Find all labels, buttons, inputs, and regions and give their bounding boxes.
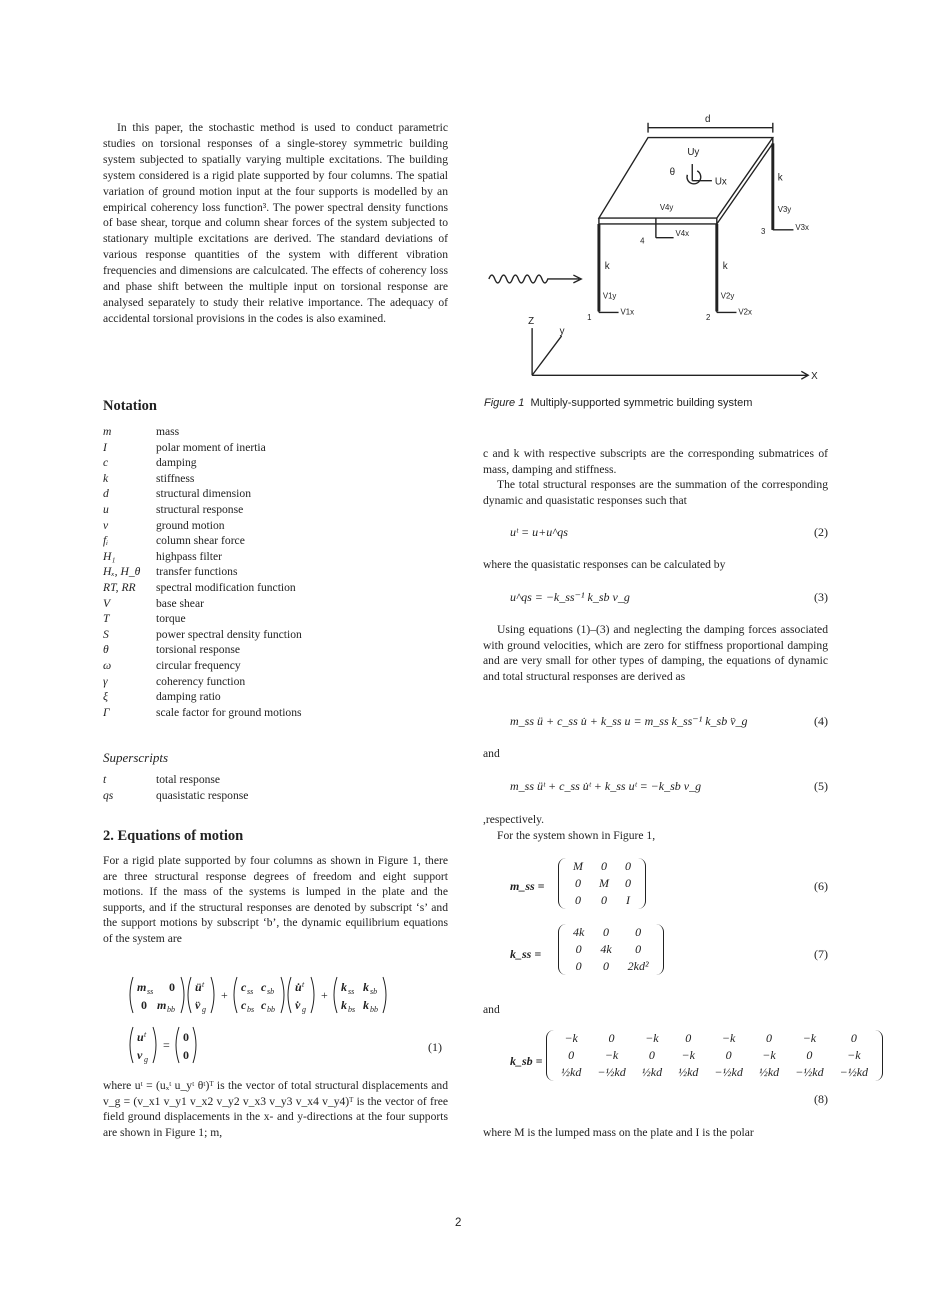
equation-8-matrix [546, 1030, 883, 1081]
notation-description: base shear [156, 596, 204, 610]
notation-row [103, 518, 453, 534]
matrix-cell: 0 [635, 925, 642, 939]
figure-label-n1: 1 [587, 313, 592, 323]
notation-symbol: fᵢ [103, 534, 109, 548]
figure-label-v1y: V1y [602, 291, 617, 301]
matrix-cell: 0 [635, 942, 642, 956]
matrix-cell: 0 [608, 1031, 615, 1045]
notation-row [103, 424, 453, 440]
notation-symbol: u [103, 502, 109, 516]
matrix-cell: −½kd [714, 1065, 743, 1079]
figure-label-k-right: k [777, 172, 783, 184]
matrix-cell: −k [802, 1031, 817, 1045]
notation-row [103, 440, 453, 456]
notation-description: polar moment of inertia [156, 440, 266, 454]
equation-5 [510, 779, 828, 794]
notation-row [103, 642, 453, 658]
notation-row [103, 471, 453, 487]
notation-symbol: θ [103, 643, 109, 657]
notation-description: spectral modification function [156, 580, 296, 594]
svg-text:m: m [157, 998, 167, 1012]
equation-6 [510, 858, 828, 916]
matrix-cell: 0 [850, 1031, 857, 1045]
matrix-cell: −½kd [795, 1065, 824, 1079]
figure-caption-label: Figure 1 [484, 397, 525, 409]
equation-3 [510, 590, 828, 605]
matrix-cell: 0 [601, 893, 607, 907]
equation-2-body: uᵗ = u+u^qs [510, 525, 568, 539]
equation-1 [125, 975, 460, 1070]
figure-label-z: Z [528, 316, 535, 328]
equation-7-number: (7) [814, 947, 828, 961]
notation-symbol: V [103, 596, 111, 610]
notation-row [103, 502, 453, 518]
figure-label-k-mid: k [722, 261, 728, 273]
right-respectively [483, 812, 828, 843]
svg-text:+: + [321, 988, 328, 1002]
svg-text:k: k [341, 998, 347, 1012]
notation-description: highpass filter [156, 549, 223, 563]
intro-paragraph [103, 120, 448, 327]
svg-text:t: t [302, 980, 305, 989]
superscripts-list [103, 772, 248, 803]
matrix-row [565, 958, 657, 975]
notation-symbol: ξ [103, 690, 108, 704]
figure-label-v4x: V4x [675, 228, 690, 238]
notation-symbol: S [103, 627, 109, 641]
notation-symbol: ω [103, 658, 112, 672]
notation-symbol: γ [103, 674, 108, 688]
svg-text:bs: bs [348, 1005, 356, 1014]
notation-symbol: c [103, 456, 109, 470]
svg-text:v̇: v̇ [295, 998, 301, 1012]
matrix-cell: 0 [685, 1031, 692, 1045]
matrix-row [565, 858, 639, 875]
matrix-cell: −k [564, 1031, 578, 1045]
svg-text:=: = [163, 1038, 170, 1052]
matrix-cell: M [573, 859, 583, 873]
superscript-symbol: t [103, 773, 107, 786]
equation-3-number: (3) [814, 590, 828, 604]
svg-text:k: k [363, 998, 369, 1012]
matrix-cell: ½kd [678, 1065, 699, 1079]
notation-description: structural response [156, 502, 244, 516]
superscript-description: total response [156, 773, 221, 786]
figure-1 [478, 110, 823, 390]
notation-description: power spectral density function [156, 627, 302, 641]
notation-description: torque [156, 612, 186, 626]
matrix-row [565, 892, 639, 909]
svg-text:u: u [137, 1030, 144, 1044]
equation-4-body: m_ss ü + c_ss u̇ + k_ss u = m_ss k_ss⁻¹ k_sb v̈_g [510, 714, 748, 728]
notation-description: circular frequency [156, 658, 241, 672]
notation-description: damping [156, 456, 197, 470]
notation-description: scale factor for ground motions [156, 705, 302, 719]
svg-text:g: g [202, 1005, 206, 1014]
matrix-cell: 2kd² [627, 959, 649, 973]
svg-text:0: 0 [183, 1030, 189, 1044]
notation-description: mass [156, 425, 180, 438]
figure-label-uy: Uy [687, 147, 700, 159]
figure-label-n4: 4 [640, 236, 645, 246]
notation-row [103, 486, 453, 502]
figure-label-v3x: V3x [795, 222, 809, 232]
figure-label-n2: 2 [706, 313, 711, 323]
matrix-cell: 0 [766, 1031, 773, 1045]
equation-1-number: (1) [428, 1040, 442, 1054]
superscript-row [103, 772, 248, 788]
for-system-text: For the system shown in Figure 1, [497, 828, 656, 842]
notation-symbol: T [103, 612, 110, 626]
svg-text:ü: ü [195, 980, 202, 994]
matrix-cell: −½kd [839, 1065, 869, 1079]
notation-row [103, 455, 453, 471]
matrix-cell: 0 [806, 1048, 813, 1062]
superscript-symbol: qs [103, 788, 114, 802]
svg-text:u̇: u̇ [295, 980, 302, 994]
svg-text:0: 0 [183, 1048, 189, 1062]
notation-description: torsional response [156, 643, 241, 657]
svg-text:v̈: v̈ [195, 998, 201, 1012]
svg-text:v: v [137, 1048, 143, 1062]
figure-label-v1x: V1x [620, 307, 635, 317]
notation-heading: Notation [103, 398, 157, 414]
notation-row [103, 674, 453, 690]
equation-6-number: (6) [814, 879, 828, 893]
notation-symbol: Γ [103, 705, 110, 719]
right-para4-text: Using equations (1)–(3) and neglecting the damping forces associated with ground velocities, which are zero for stiffness proportional damping and are very small for other types of damping, the equations of dynamic and total structural responses are derived as [483, 623, 828, 683]
notation-row [103, 580, 453, 596]
matrix-cell: 0 [575, 959, 582, 973]
notation-symbol: d [103, 487, 109, 501]
matrix-cell: −k [604, 1048, 619, 1062]
notation-description: ground motion [156, 518, 225, 532]
notation-description: coherency function [156, 674, 246, 688]
left-bottom-paragraph [103, 1078, 448, 1140]
matrix-cell: −k [762, 1048, 776, 1062]
svg-text:0: 0 [169, 980, 175, 994]
equation-7-lhs: k_ss = [510, 947, 542, 961]
svg-text:t: t [202, 980, 205, 989]
section2-heading: 2. Equations of motion [103, 828, 244, 844]
svg-text:bb: bb [267, 1005, 275, 1014]
notation-row [103, 549, 453, 565]
section2-text: For a rigid plate supported by four columns as shown in Figure 1, there are three structural response degrees of freedom and eight support motions. If the mass of the systems is lumped in the plate and the supports, and if the structural responses are denoted by subscript ‘s’ and the support motions by subscript ‘b’, the dynamic equilibrium equations of the system are [103, 854, 448, 945]
matrix-cell: ½kd [641, 1065, 663, 1079]
matrix-cell: 0 [648, 1048, 655, 1062]
svg-text:k: k [341, 980, 347, 994]
equation-4-number: (4) [814, 714, 828, 728]
matrix-cell: 0 [602, 925, 609, 939]
notation-symbol: RT, RR [103, 580, 136, 594]
right-last-line [483, 1125, 828, 1141]
matrix-cell: 0 [575, 876, 581, 890]
figure-label-y: y [559, 326, 565, 337]
matrix-cell: 0 [568, 1048, 575, 1062]
figure-label-v3y: V3y [777, 205, 792, 215]
svg-text:0: 0 [141, 998, 147, 1012]
svg-text:t: t [144, 1030, 147, 1039]
notation-row [103, 564, 453, 580]
right-paragraph-4 [483, 622, 828, 684]
notation-row [103, 596, 453, 612]
equation-7-matrix [558, 924, 664, 975]
figure-label-d: d [705, 113, 711, 125]
matrix-cell: 0 [725, 1048, 732, 1062]
matrix-cell: M [599, 876, 609, 890]
matrix-cell: 4k [573, 925, 585, 939]
right-para1-text: c and k with respective subscripts are the corresponding submatrices of mass, damping and stiffness. [483, 447, 828, 476]
right-para2-text: The total structural responses are the summation of the corresponding dynamic and quasistatic responses such that [483, 478, 828, 507]
notation-description: transfer functions [156, 565, 238, 579]
figure-label-n3: 3 [761, 226, 766, 236]
figure-label-theta: θ [669, 166, 676, 178]
right-para3-text: where the quasistatic responses can be calculated by [483, 558, 726, 571]
matrix-row [553, 1030, 876, 1047]
matrix-cell: 0 [575, 893, 581, 907]
matrix-cell: 4k [600, 942, 612, 956]
matrix-cell: 0 [575, 942, 582, 956]
matrix-cell: −k [645, 1031, 659, 1045]
matrix-cell: I [626, 893, 630, 907]
matrix-cell: 0 [625, 859, 631, 873]
notation-symbol: I [103, 440, 107, 454]
equation-6-matrix [558, 858, 646, 909]
equation-5-number: (5) [814, 779, 828, 793]
matrix-cell: ½kd [758, 1065, 780, 1079]
matrix-row [553, 1064, 876, 1081]
svg-text:c: c [261, 998, 267, 1012]
figure-label-ux: Ux [714, 176, 727, 188]
notation-symbol: Hₓ, H_θ [103, 565, 141, 579]
svg-text:+: + [221, 988, 228, 1002]
matrix-row [565, 924, 657, 941]
matrix-cell: −k [847, 1048, 861, 1062]
svg-text:ss: ss [147, 987, 154, 996]
svg-text:ss: ss [247, 987, 254, 996]
matrix-cell: 0 [625, 876, 631, 890]
figure-caption-text: Multiply-supported symmetric building system [530, 397, 753, 409]
superscript-description: quasistatic response [156, 788, 249, 802]
notation-symbol: H₁ [103, 549, 116, 563]
equation-8-number: (8) [814, 1092, 828, 1106]
notation-symbol: k [103, 471, 109, 485]
svg-text:sb: sb [370, 987, 378, 996]
intro-text: In this paper, the stochastic method is used to conduct parametric studies on torsional responses of a single-storey symmetric building system subjected to spatially varying multiple excitations. The building system considered is a rigid plate supported by four columns. The spatial variation of ground motion input at the four supports is modelled by an empirical coherency loss function³. The power spectral density functions of base shear, torque and column shear forces of the system subjected to stationary multiple excitations are derived. The standard deviations of various response quantities of the system with different vibration frequencies and dimensions are calculcated. The effects of coherency loss and phase shift between the multiple input on torsional response are analysed separately to study their relative importance. The adequacy of accidental torsional provisions in the codes is also examined. [103, 121, 448, 325]
svg-text:sb: sb [267, 987, 275, 996]
svg-text:bb: bb [167, 1005, 175, 1014]
superscripts-heading: Superscripts [103, 750, 168, 765]
figure-label-v2x: V2x [738, 307, 752, 317]
matrix-row [553, 1047, 876, 1064]
svg-text:g: g [144, 1055, 148, 1064]
equation-2-number: (2) [814, 525, 828, 539]
notation-row [103, 705, 453, 721]
matrix-cell: 0 [602, 959, 609, 973]
svg-text:g: g [302, 1005, 306, 1014]
figure-label-v4y: V4y [659, 203, 674, 213]
superscript-row [103, 788, 248, 804]
left-bottom-text: where uᵗ = (uₓᵗ u_yᵗ θᵗ)ᵀ is the vector of total structural displacements and v_g = (v_x1 v_y1 v_x2 v_y2 v_x3 v_y3 v_x4 v_y4)ᵀ is the vector of free field ground displacements in the x- and y-directions at the four supports are shown in Figure 1; m, [103, 1079, 448, 1139]
page-number: 2 [455, 1217, 462, 1229]
section2-paragraph [103, 853, 448, 947]
right-paragraph-3 [483, 557, 828, 573]
matrix-cell: −k [681, 1048, 695, 1062]
notation-row [103, 658, 453, 674]
figure-label-v2y: V2y [720, 291, 735, 301]
matrix-cell: −½kd [597, 1065, 626, 1079]
matrix-cell: 0 [601, 859, 607, 873]
figure-label-k-left: k [604, 261, 610, 273]
svg-text:c: c [261, 980, 267, 994]
svg-text:bb: bb [370, 1005, 378, 1014]
equation-7 [510, 924, 828, 986]
equation-2 [510, 525, 828, 540]
equation-3-body: u^qs = −k_ss⁻¹ k_sb v_g [510, 590, 630, 604]
equation-4 [510, 714, 828, 729]
equation-6-lhs: m_ss = [510, 879, 545, 893]
notation-description: structural dimension [156, 487, 251, 501]
svg-text:c: c [241, 998, 247, 1012]
right-last-text: where M is the lumped mass on the plate and I is the polar [483, 1126, 754, 1139]
svg-text:k: k [363, 980, 369, 994]
svg-text:bs: bs [247, 1005, 255, 1014]
matrix-cell: ½kd [561, 1065, 582, 1079]
notation-description: damping ratio [156, 690, 221, 704]
svg-text:m: m [137, 980, 147, 994]
figure-caption [484, 397, 752, 409]
and-1: and [483, 747, 500, 760]
notation-row [103, 689, 453, 705]
equation-5-body: m_ss üᵗ + c_ss u̇ᵗ + k_ss uᵗ = −k_sb v_g [510, 779, 702, 793]
respectively-text: ,respectively. [483, 813, 545, 826]
notation-symbol: v [103, 518, 109, 532]
and-2: and [483, 1003, 500, 1016]
equation-8-lhs: k_sb = [510, 1054, 543, 1068]
notation-row [103, 611, 453, 627]
matrix-cell: −k [721, 1031, 736, 1045]
matrix-row [565, 941, 657, 958]
right-paragraph-1 [483, 446, 828, 508]
notation-row [103, 533, 453, 549]
figure-label-x: X [811, 371, 818, 383]
notation-symbol: m [103, 425, 112, 438]
equation-8 [510, 1030, 869, 1110]
notation-description: column shear force [156, 534, 245, 548]
notation-list [103, 424, 453, 720]
svg-text:c: c [241, 980, 247, 994]
notation-description: stiffness [156, 471, 195, 485]
matrix-row [565, 875, 639, 892]
svg-text:ss: ss [348, 987, 355, 996]
notation-row [103, 627, 453, 643]
